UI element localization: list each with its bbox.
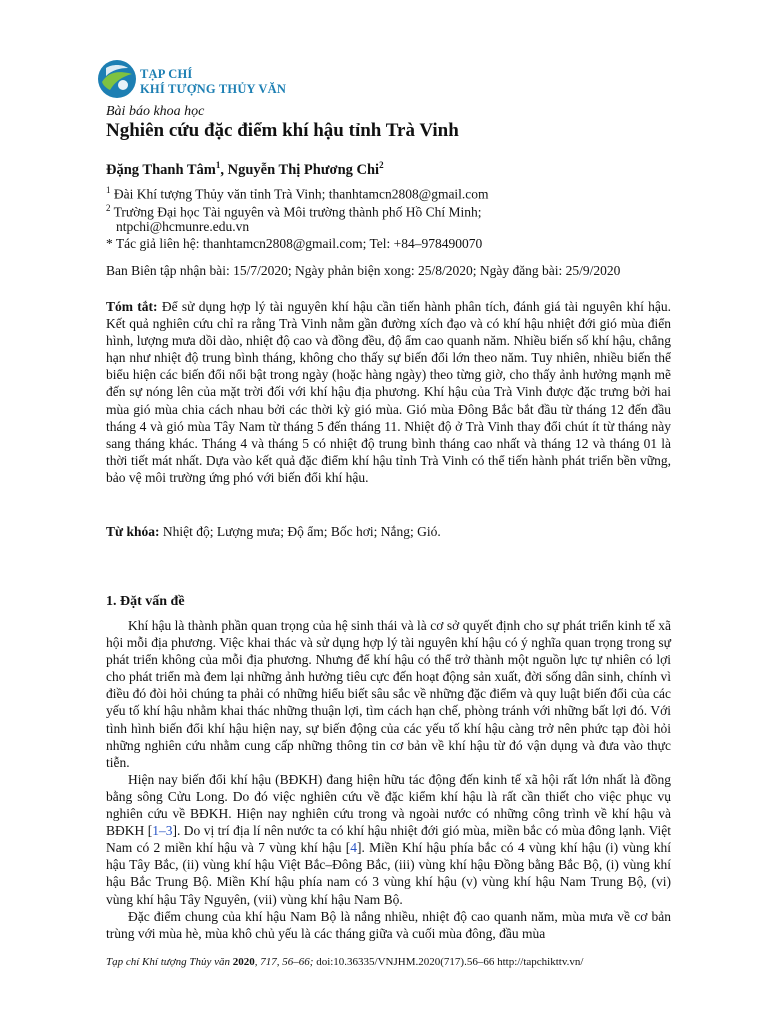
author-1: Đặng Thanh Tâm (106, 161, 216, 178)
footer-journal: Tạp chí Khí tượng Thủy văn (106, 956, 233, 968)
affiliation-2-sup: 2 (106, 203, 111, 213)
body-paragraph-2-a: Hiện nay biến đổi khí hậu (BĐKH) đang hiện hữu tác động đến kinh tế xã hội rất lớn nhất là đồng bằng sông Cửu Long. Do đó việc nghiên cứu về đặc kiểm khí hậu là rất cần thiết cho việc phục vụ nghiên cứu về BĐKH. Hiện nay nghiên cứu trong và ngoài nước có những công trình về khí hậu và BĐKH [ (106, 771, 671, 839)
body-paragraph-3: Đặc điểm chung của khí hậu Nam Bộ là nắng nhiều, nhiệt độ cao quanh năm, mùa mưa về cơ bản trùng với mùa hè, mùa khô chủ yếu là các tháng giữa và cuối mùa đông, đầu mùa (106, 908, 671, 941)
body-paragraph-2-b: ]. Do vị trí địa lí nên nước ta có khí hậu nhiệt đới gió mùa, miền bắc có mùa đông lạnh. Việt Nam có 2 miền khí hậu và 7 vùng khí hậu [ (106, 823, 671, 856)
article-category: Bài báo khoa học (106, 104, 205, 119)
logo-line-2: KHÍ TƯỢNG THỦY VĂN (140, 82, 287, 96)
corresponding-author: * Tác giả liên hệ: thanhtamcn2808@gmail.com; Tel: +84–978490070 (106, 236, 483, 251)
affiliation-2-text: Trường Đại học Tài nguyên và Môi trường thành phố Hồ Chí Minh; (110, 204, 482, 220)
journal-logo[interactable] (96, 58, 306, 102)
article-title: Nghiên cứu đặc điểm khí hậu tỉnh Trà Vinh (106, 120, 459, 141)
affiliation-2 (106, 203, 482, 221)
author-2-sup: 2 (379, 160, 384, 170)
abstract-text: Để sử dụng hợp lý tài nguyên khí hậu cần tiến hành phân tích, đánh giá tài nguyên khí hậu. Kết quả nghiên cứu chỉ ra rằng Trà Vinh nằm gần đường xích đạo và có khí hậu nhiệt đới gió mùa điển hình, lượng mưa dồi dào, nhiệt độ cao và đồng đều, độ ẩm cao quanh năm. Nhiều biến số khí hậu, chẳng hạn như nhiệt độ trung bình tháng, không cho thấy sự biến đổi lớn theo năm. Tuy nhiên, nhiều biến thể biểu hiện các biến đổi nổi bật trong ngày (hoặc hàng ngày) theo từng giờ, cho thấy ảnh hưởng mạnh mẽ đến sự nóng lên của mặt trời đối với khí hậu địa phương. Khí hậu của Trà Vinh được đặc trưng bởi hai mùa gió mùa chia cách nhau bởi các thời kỳ gió mùa. Gió mùa Đông Bắc bắt đầu từ tháng 12 đến đầu tháng 4 và gió mùa Tây Nam từ tháng 5 đến tháng 11. Nhiệt độ ở Trà Vinh thay đổi chút ít từ tháng này sang tháng khác. Tháng 4 và tháng 5 có nhiệt độ trung bình tháng cao nhất và tháng 12 và tháng 01 là thời tiết mát nhất. Dựa vào kết quả đặc điểm khí hậu tỉnh Trà Vinh có thể tiến hành phát triển bền vững, bảo vệ môi trường ứng phó với biến đổi khí hậu. (106, 299, 671, 485)
body-text (106, 617, 671, 942)
affiliation-1-sup: 1 (106, 185, 111, 195)
keywords-text: Nhiệt độ; Lượng mưa; Độ ẩm; Bốc hơi; Nắng; Gió. (159, 524, 441, 539)
author-2: Nguyễn Thị Phương Chi (227, 161, 380, 178)
citation-link-1-3[interactable]: 1–3 (152, 823, 173, 839)
body-paragraph-2 (106, 771, 671, 908)
globe-logo-icon (96, 58, 138, 100)
keywords-label: Từ khóa: (106, 524, 160, 539)
abstract-label: Tóm tắt: (106, 299, 158, 314)
citation-link-4[interactable]: 4 (350, 840, 358, 856)
body-paragraph-1: Khí hậu là thành phần quan trọng của hệ sinh thái và là cơ sở quyết định cho sự phát triển kinh tế xã hội mỗi địa phương. Việc khai thác và sử dụng hợp lý tài nguyên khí hậu có ý nghĩa quan trọng trong sự phát triển không của mỗi địa phương. Nhưng để khí hậu có thể trở thành một nguồn lực tự nhiên có lợi cho phát triển mà đem lại những ảnh hưởng tiêu cực đến hoạt động sản xuất, đời sống dân sinh, chính vì điều đó đòi hỏi chúng ta phải có những hiểu biết sâu sắc về những đặc điểm và quy luật biến đổi của các yếu tố khí hậu nhằm khai thác những thuận lợi, tìm cách hạn chế, phòng tránh với những bất lợi đó. Với tình hình biến đổi khí hậu hiện nay, sự biến động của các yếu tố khí hậu càng trở nên phức tạp đòi hỏi những nghiên cứu nhằm cung cấp những thông tin cơ bản về khí hậu từ đó vận dụng và đưa vào thực tiễn. (106, 618, 671, 770)
body-paragraph-2-c: ]. Miền Khí hậu phía bắc có 4 vùng khí hậu (i) vùng khí hậu Tây Bắc, (ii) vùng khí hậu Việt Bắc–Đông Bắc, (iii) vùng khí hậu Đồng bằng Bắc Bộ, (i) vùng khí hậu Bắc Trung Bộ. Miền Khí hậu phía nam có 3 vùng khí hậu (v) vùng khí hậu Nam Trung Bộ, (vi) vùng khí hậu Tây Nguyên, (vii) vùng khí hậu Nam Bộ. (106, 840, 671, 907)
keywords (106, 524, 441, 540)
submission-dates: Ban Biên tập nhận bài: 15/7/2020; Ngày phản biện xong: 25/8/2020; Ngày đăng bài: 25/9/2020 (106, 263, 621, 278)
author-1-sup: 1 (215, 160, 221, 170)
author-list (106, 160, 384, 179)
author-separator: , (220, 161, 228, 178)
affiliation-1 (106, 185, 489, 203)
affiliation-2-email: ntpchi@hcmunre.edu.vn (116, 219, 250, 234)
footer-doi[interactable]: doi:10.36335/VNJHM.2020(717).56–66 http://tapchikttv.vn/ (316, 956, 584, 968)
affiliation-1-text: Đài Khí tượng Thủy văn tỉnh Trà Vinh; thanhtamcn2808@gmail.com (110, 186, 489, 202)
footer-volume: , 717, 56–66; (254, 956, 317, 968)
section-heading: 1. Đặt vấn đề (106, 594, 185, 609)
page-footer (106, 956, 583, 968)
footer-year: 2020 (232, 956, 255, 968)
abstract (106, 298, 671, 486)
logo-line-1: TẠP CHÍ (140, 67, 193, 81)
